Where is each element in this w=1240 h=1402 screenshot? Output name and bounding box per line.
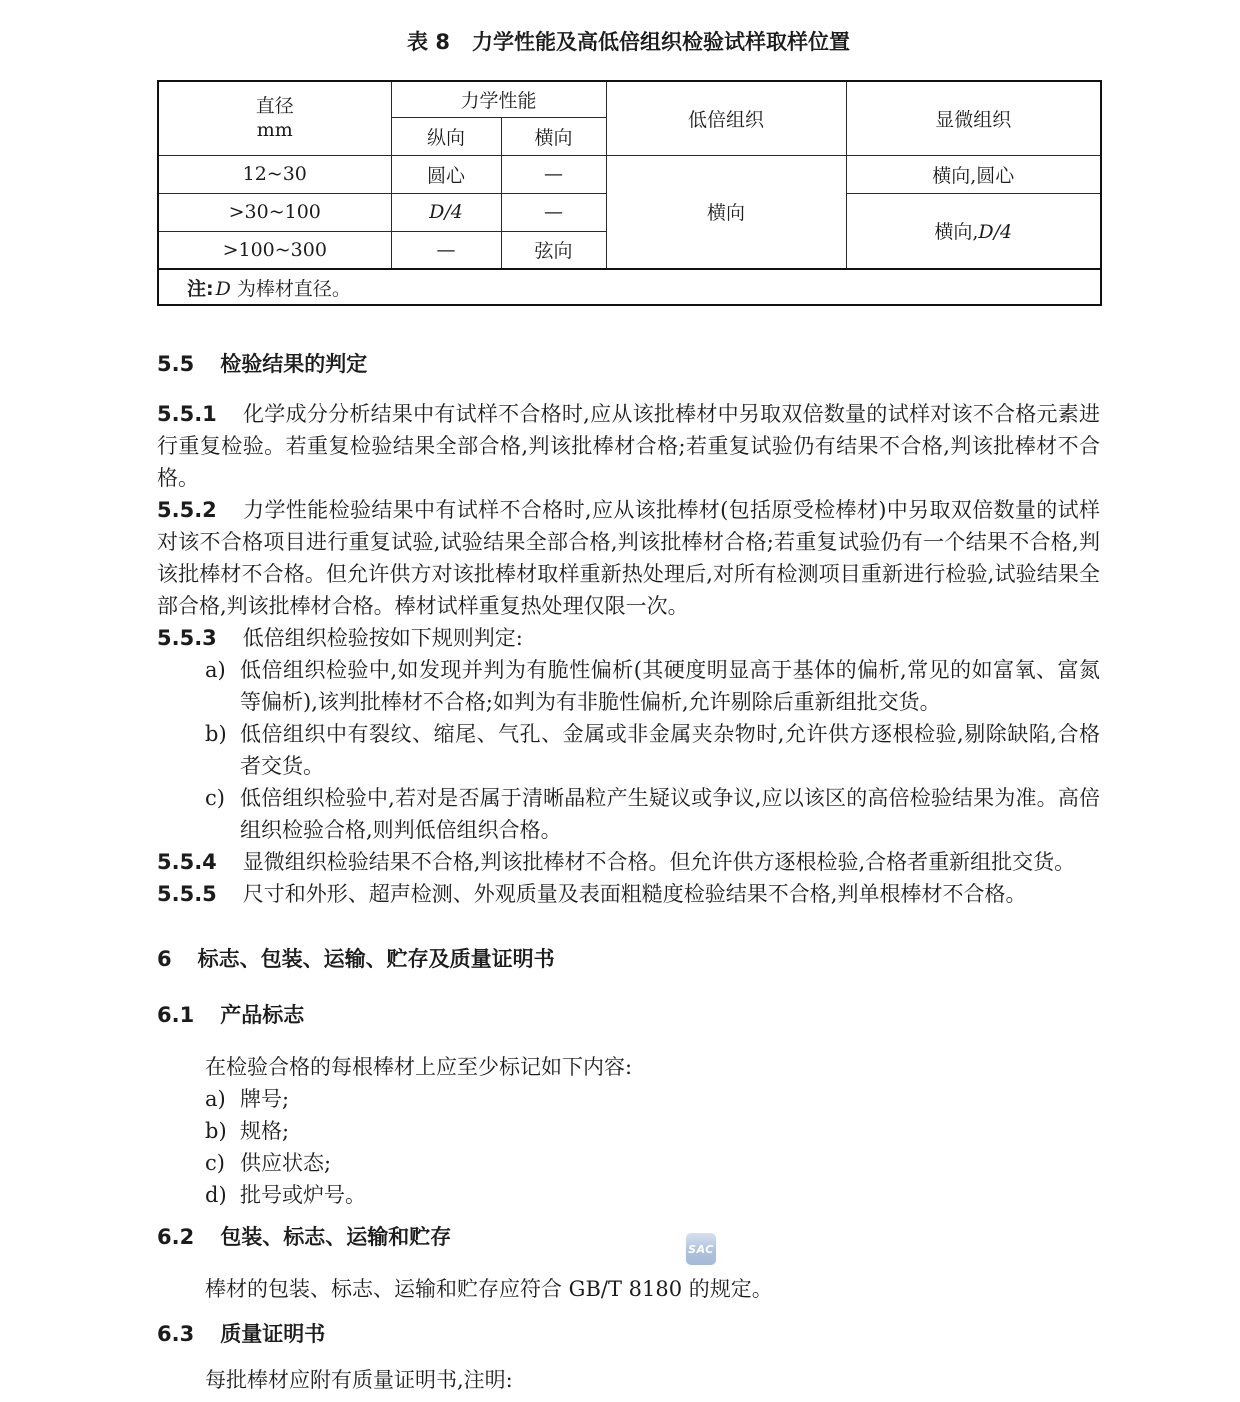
section-heading-6-1 <box>157 999 1100 1031</box>
section-title-6-1: 产品标志 <box>220 1003 305 1027</box>
section-heading-6-2 <box>157 1221 1100 1253</box>
table-note <box>158 269 1101 305</box>
paragraph-6-2-body: 棒材的包装、标志、运输和贮存应符合 GB/T 8180 的规定。 <box>205 1277 773 1301</box>
list-item-a-5-5-3 <box>157 654 1100 718</box>
section-number-5-5: 5.5 <box>157 352 195 376</box>
clause-5-5-2 <box>157 494 1100 622</box>
clause-text-5-5-5: 尺寸和外形、超声检测、外观质量及表面粗糙度检验结果不合格,判单根棒材不合格。 <box>242 882 1027 906</box>
clause-number-5-5-5: 5.5.5 <box>157 882 217 906</box>
clause-text-5-5-1: 化学成分分析结果中有试样不合格时,应从该批棒材中另取双倍数量的试样对该不合格元素进行重复检验。若重复检验结果全部合格,判该批棒材合格;若重复试验仍有结果不合格,判该批棒材不合格。 <box>157 402 1100 490</box>
header-diameter-unit: mm <box>256 119 293 142</box>
cell-transverse-row3: 弦向 <box>501 231 606 269</box>
list-text-a: 低倍组织检验中,如发现并判为有脆性偏析(其硬度明显高于基体的偏析,常见的如富氧、富氮等偏析),该判批棒材不合格;如判为有非脆性偏析,允许剔除后重新组批交货。 <box>240 658 1100 714</box>
header-cell-mechanical: 力学性能 <box>391 81 606 117</box>
cell-micro-row1: 横向,圆心 <box>846 155 1101 193</box>
cell-transverse-row1: — <box>501 155 606 193</box>
list-text-c: 供应状态; <box>240 1151 332 1175</box>
list-item-b-6-1 <box>157 1115 1100 1147</box>
cell-diameter-row1: 12~30 <box>158 155 391 193</box>
table-note-text: 为棒材直径。 <box>230 277 351 300</box>
table-caption-number: 表 8 <box>407 30 450 54</box>
cell-micro-prefix: 横向, <box>934 221 979 244</box>
clause-text-5-5-2: 力学性能检验结果中有试样不合格时,应从该批棒材(包括原受检棒材)中另取双倍数量的试样对该不合格项目进行重复试验,试验结果全部合格,判该批棒材合格;若重复试验仍有一个结果不合格,判该批棒材不合格。但允许供方对该批棒材取样重新热处理后,对所有检测项目重新进行检验,试验结果全部合格,判该批棒材合格。棒材试样重复热处理仅限一次。 <box>157 498 1100 618</box>
clause-text-5-5-3: 低倍组织检验按如下规则判定: <box>242 626 523 650</box>
sac-watermark-logo <box>686 1233 716 1265</box>
section-heading-5-5 <box>157 348 1100 380</box>
section-title-6-2: 包装、标志、运输和贮存 <box>220 1225 452 1249</box>
clause-text-5-5-4: 显微组织检验结果不合格,判该批棒材不合格。但允许供方逐根检验,合格者重新组批交货。 <box>242 850 1076 874</box>
document-page <box>157 0 1100 1396</box>
list-marker-d: d) <box>205 1183 227 1207</box>
table-note-label: 注: <box>187 277 214 300</box>
paragraph-6-1-intro: 在检验合格的每根棒材上应至少标记如下内容: <box>205 1055 633 1079</box>
cell-diameter-row2: >30~100 <box>158 193 391 231</box>
list-text-b: 规格; <box>240 1119 290 1143</box>
list-text-b: 低倍组织中有裂纹、缩尾、气孔、金属或非金属夹杂物时,允许供方逐根检验,剔除缺陷,合格者交货。 <box>240 722 1100 778</box>
cell-diameter-row3: >100~300 <box>158 231 391 269</box>
list-marker-c: c) <box>205 786 225 810</box>
header-cell-macrostructure: 低倍组织 <box>606 81 846 155</box>
list-text-a: 牌号; <box>240 1087 290 1111</box>
paragraph-6-3-body: 每批棒材应附有质量证明书,注明: <box>205 1368 513 1392</box>
section-number-6: 6 <box>157 947 172 971</box>
header-cell-diameter <box>158 81 391 155</box>
list-text-c: 低倍组织检验中,若对是否属于清晰晶粒产生疑议或争议,应以该区的高倍检验结果为准。高倍组织检验合格,则判低倍组织合格。 <box>240 786 1100 842</box>
table-note-symbol: D <box>215 277 231 300</box>
section-number-6-3: 6.3 <box>157 1322 195 1346</box>
cell-transverse-row2: — <box>501 193 606 231</box>
section-title-6-3: 质量证明书 <box>220 1322 326 1346</box>
sac-watermark-text: SAC <box>688 1242 714 1256</box>
header-diameter-label: 直径 <box>255 95 294 118</box>
list-item-c-5-5-3 <box>157 782 1100 846</box>
list-marker-b: b) <box>205 722 227 746</box>
list-item-c-6-1 <box>157 1147 1100 1179</box>
cell-macro-all-rows: 横向 <box>606 155 846 269</box>
clause-number-5-5-2: 5.5.2 <box>157 498 217 522</box>
section-title-5-5: 检验结果的判定 <box>220 352 368 376</box>
list-item-a-6-1 <box>157 1083 1100 1115</box>
table-caption <box>157 0 1100 54</box>
list-marker-b: b) <box>205 1119 227 1143</box>
cell-micro-rows2-3 <box>846 193 1101 269</box>
list-marker-a: a) <box>205 658 226 682</box>
section-title-6: 标志、包装、运输、贮存及质量证明书 <box>197 947 555 971</box>
cell-longitudinal-row2: D/4 <box>391 193 501 231</box>
clause-number-5-5-4: 5.5.4 <box>157 850 217 874</box>
clause-5-5-3 <box>157 622 1100 654</box>
cell-longitudinal-row1: 圆心 <box>391 155 501 193</box>
cell-longitudinal-row3: — <box>391 231 501 269</box>
header-cell-microstructure: 显微组织 <box>846 81 1101 155</box>
cell-micro-value: D/4 <box>978 221 1013 244</box>
list-marker-c: c) <box>205 1151 225 1175</box>
clause-5-5-1 <box>157 398 1100 494</box>
clause-5-5-5 <box>157 878 1100 910</box>
section-heading-6 <box>157 943 1100 975</box>
list-item-d-6-1 <box>157 1179 1100 1211</box>
header-cell-longitudinal: 纵向 <box>391 117 501 155</box>
list-item-b-5-5-3 <box>157 718 1100 782</box>
list-marker-a: a) <box>205 1087 226 1111</box>
clause-number-5-5-1: 5.5.1 <box>157 402 217 426</box>
sampling-position-table <box>157 80 1102 306</box>
header-cell-transverse: 横向 <box>501 117 606 155</box>
table-caption-title: 力学性能及高低倍组织检验试样取样位置 <box>471 30 850 54</box>
list-text-d: 批号或炉号。 <box>240 1183 366 1207</box>
section-number-6-1: 6.1 <box>157 1003 195 1027</box>
section-number-6-2: 6.2 <box>157 1225 195 1249</box>
clause-number-5-5-3: 5.5.3 <box>157 626 217 650</box>
section-heading-6-3 <box>157 1318 1100 1350</box>
clause-5-5-4 <box>157 846 1100 878</box>
